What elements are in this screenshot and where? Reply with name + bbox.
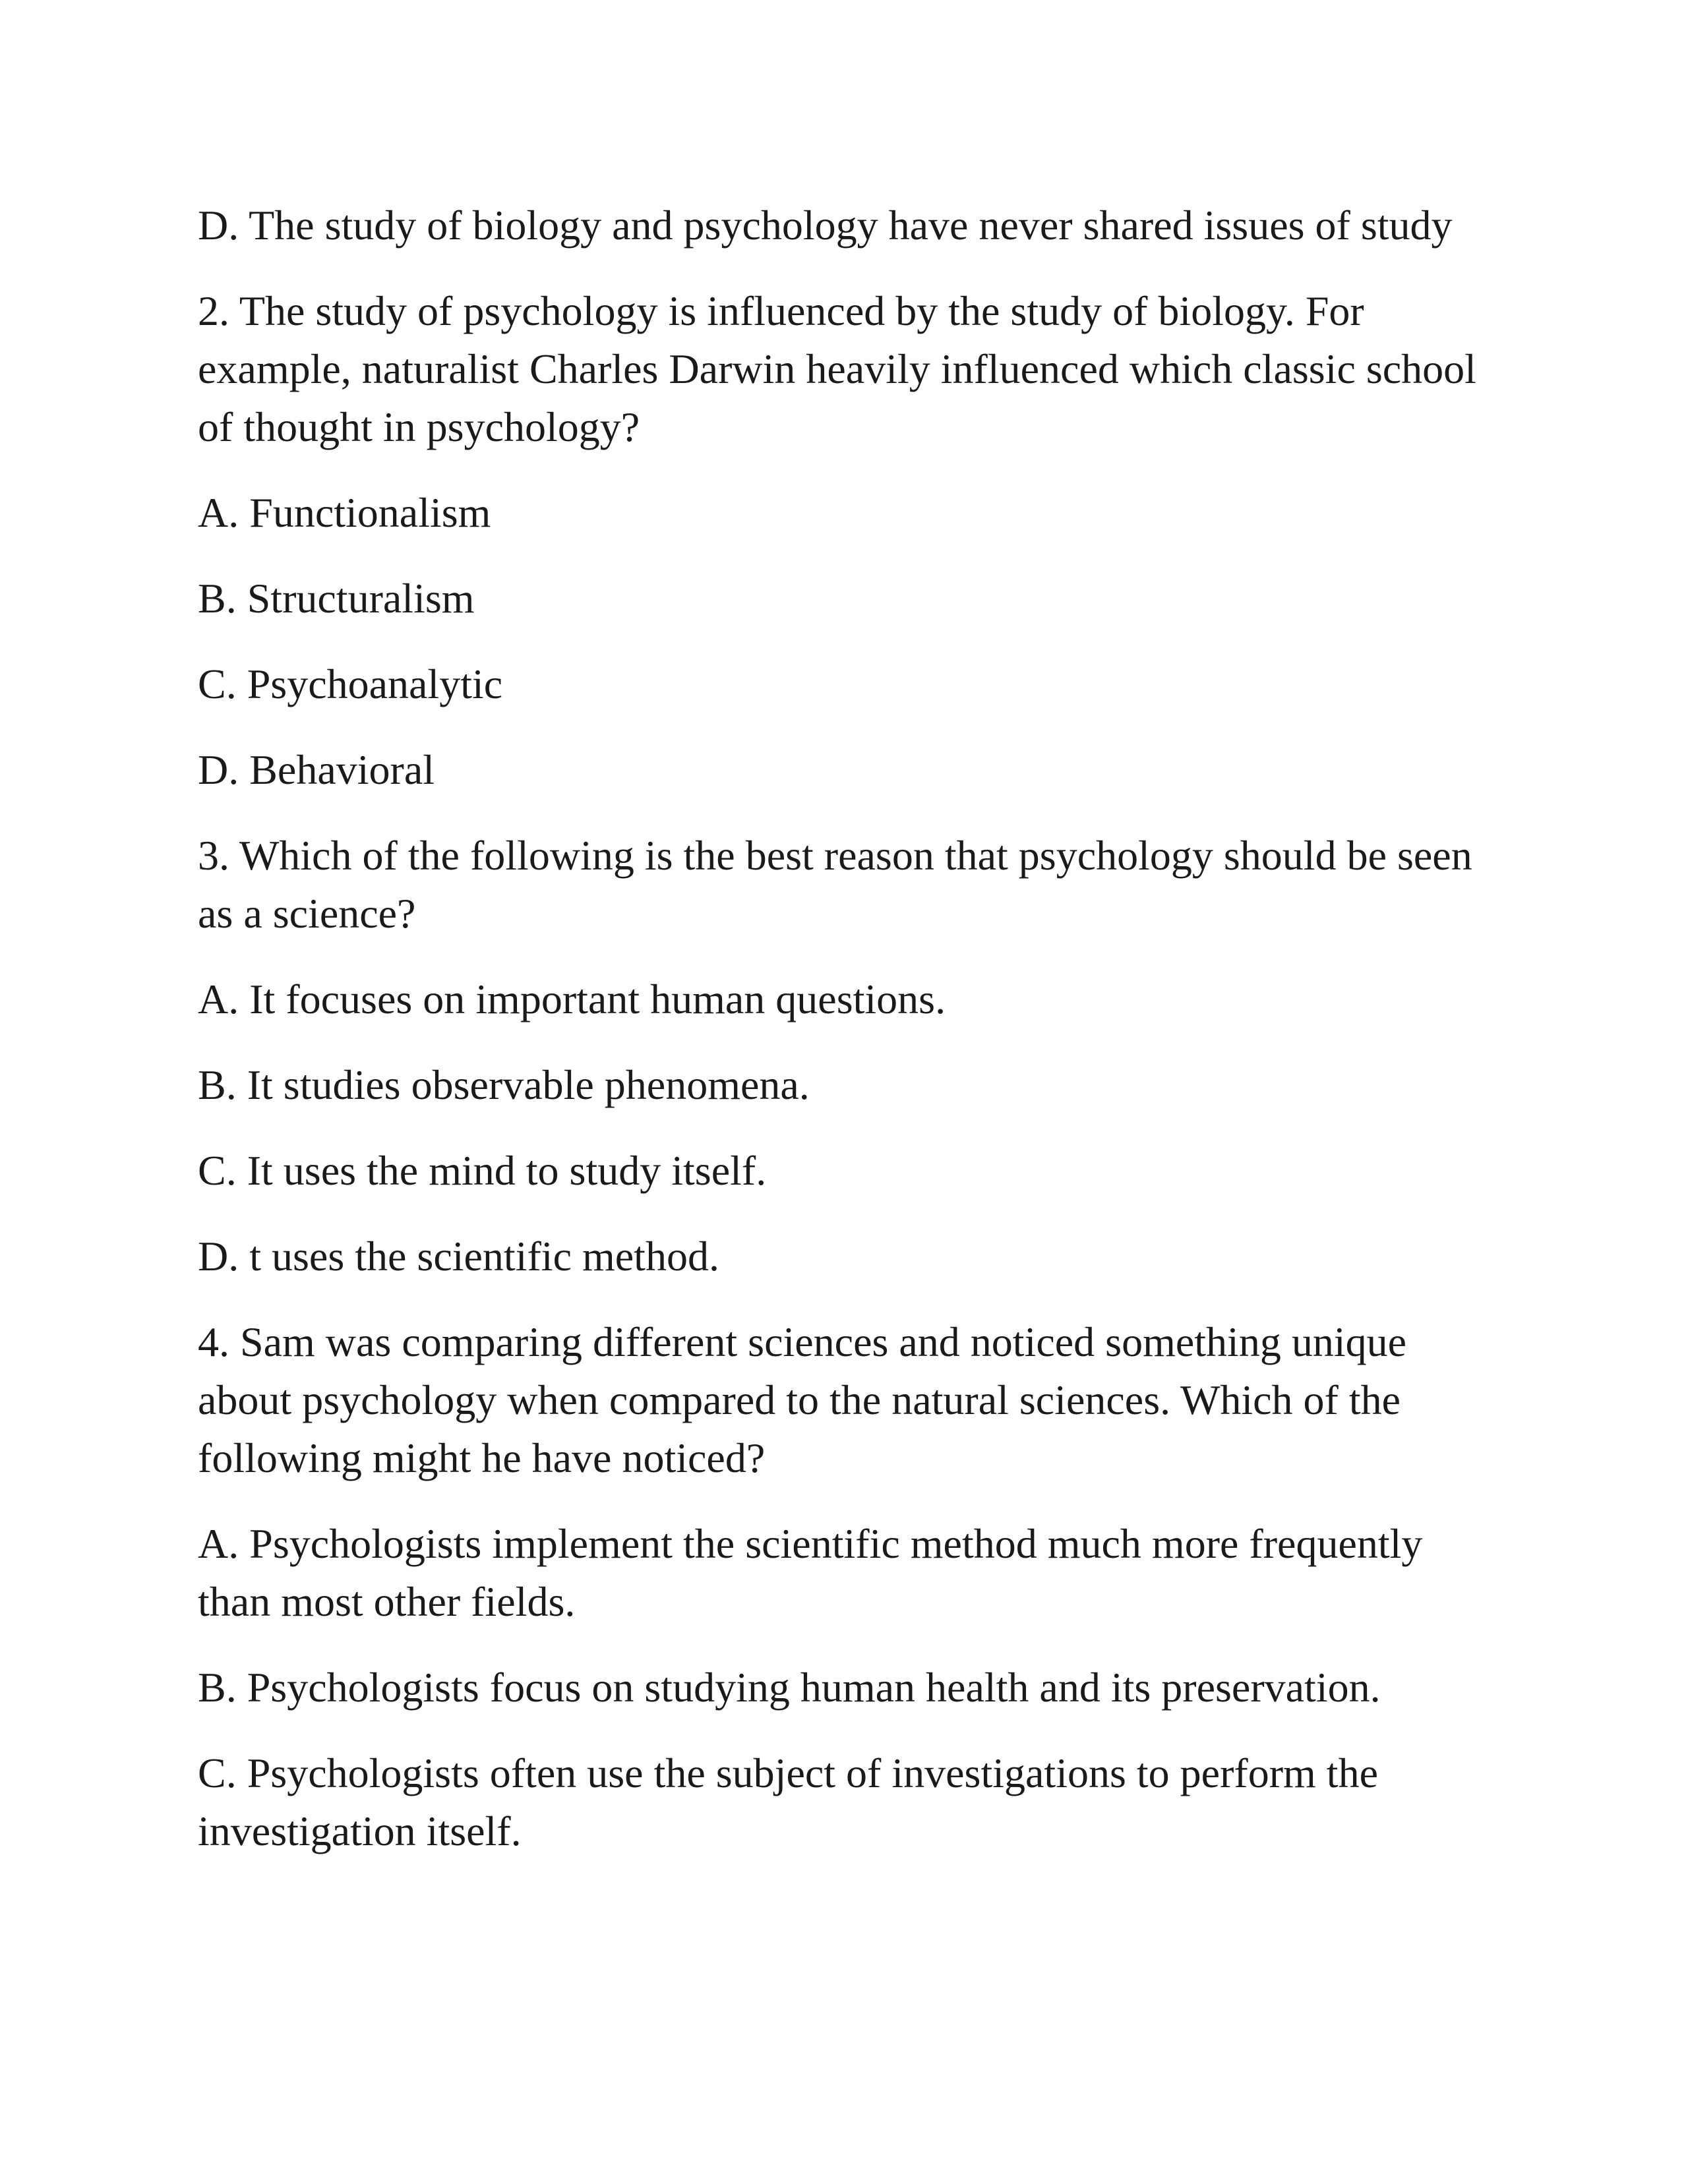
answer-option-1d: D. The study of biology and psychology have never shared issues of study — [198, 202, 1453, 249]
answer-option-3a: A. It focuses on important human questions. — [198, 976, 946, 1022]
answer-option-2d: D. Behavioral — [198, 746, 435, 793]
answer-option-2c: C. Psychoanalytic — [198, 661, 503, 707]
answer-option-2b: B. Structuralism — [198, 575, 475, 622]
answer-option-4b: B. Psychologists focus on studying human health and its preservation. — [198, 1664, 1381, 1711]
answer-option-3b: B. It studies observable phenomena. — [198, 1061, 810, 1108]
answer-option-2a: A. Functionalism — [198, 489, 491, 536]
document-body — [198, 196, 1490, 1888]
answer-option-4c: C. Psychologists often use the subject of investigations to perform the investigation itself. — [198, 1750, 1378, 1854]
question-4: 4. Sam was comparing different sciences and noticed something unique about psychology when compared to the natural sciences. Which of the following might he have noticed? — [198, 1318, 1406, 1481]
question-3: 3. Which of the following is the best reason that psychology should be seen as a science? — [198, 832, 1472, 937]
answer-option-3d: D. t uses the scientific method. — [198, 1233, 719, 1280]
question-2: 2. The study of psychology is influenced by the study of biology. For example, naturalist Charles Darwin heavily influenced which classic school of thought in psychology? — [198, 287, 1476, 450]
answer-option-3c: C. It uses the mind to study itself. — [198, 1147, 767, 1194]
answer-option-4a: A. Psychologists implement the scientific method much more frequently than most other fields. — [198, 1520, 1423, 1625]
